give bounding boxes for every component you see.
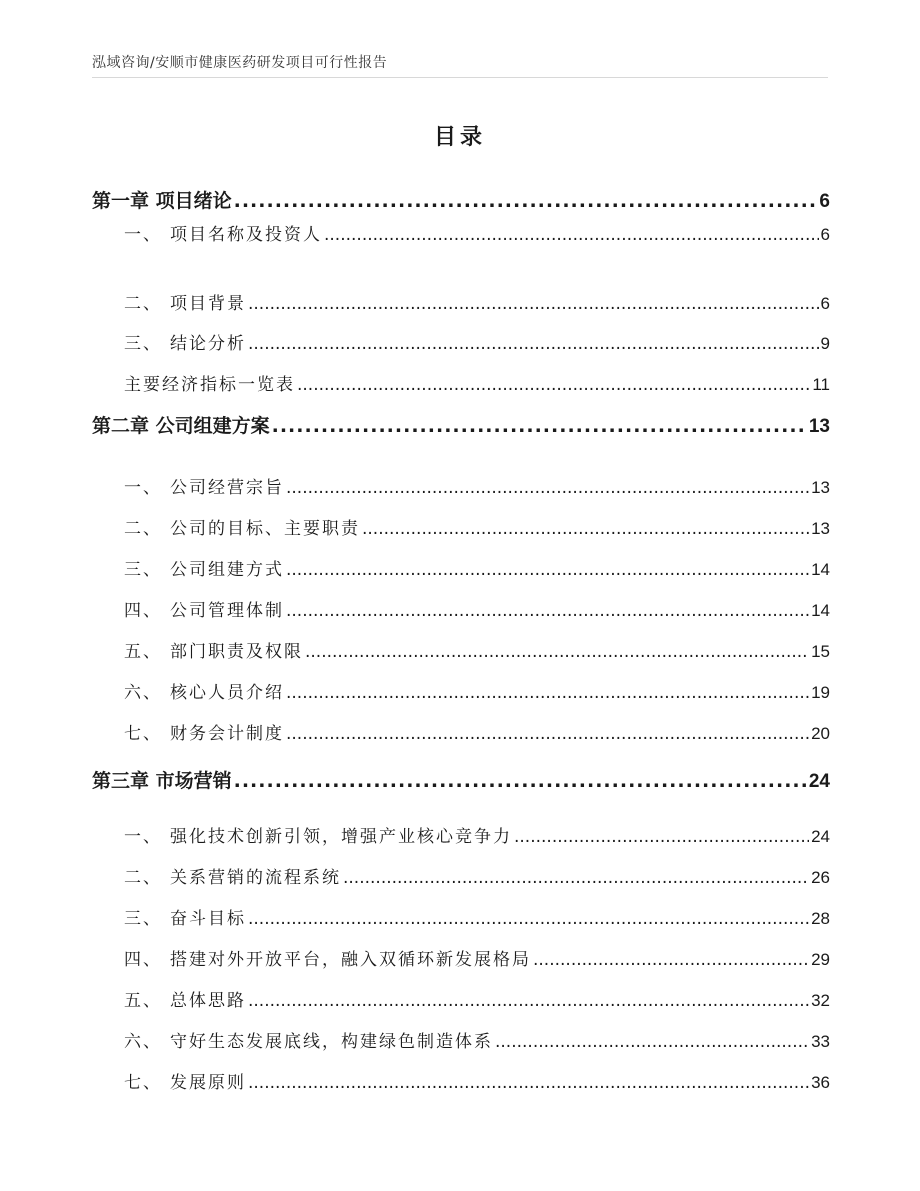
toc-page-number: 14 — [811, 601, 830, 620]
toc-entry-label: 公司经营宗旨 — [170, 478, 284, 498]
toc-section-entry[interactable] — [92, 370, 830, 395]
toc-entry-label: 第一章 项目绪论 — [92, 190, 232, 212]
toc-dot-leader — [248, 294, 819, 314]
toc-dot-leader — [234, 190, 818, 212]
toc-entry-number: 七、 — [124, 724, 162, 744]
toc-dot-leader — [324, 225, 819, 245]
toc-entry-title — [92, 186, 232, 213]
toc-entry-number: 六、 — [124, 1032, 162, 1052]
toc-page-number: 13 — [811, 519, 830, 538]
toc-page-number: 19 — [811, 683, 830, 702]
toc-dot-leader — [248, 1073, 809, 1093]
toc-section-entry[interactable] — [92, 719, 830, 744]
toc-entry-label: 奋斗目标 — [170, 909, 246, 929]
toc-entry-label: 强化技术创新引领，增强产业核心竞争力 — [170, 827, 512, 847]
toc-entry-title — [92, 220, 322, 245]
toc-entry-number: 一、 — [124, 478, 162, 498]
toc-entry-label: 结论分析 — [170, 334, 246, 354]
toc-entry-label: 搭建对外开放平台，融入双循环新发展格局 — [170, 950, 531, 970]
toc-entry-label: 项目名称及投资人 — [170, 225, 322, 245]
toc-entry-title — [92, 514, 360, 539]
toc-entry-number: 四、 — [124, 950, 162, 970]
toc-entry-label: 关系营销的流程系统 — [170, 868, 341, 888]
toc-page-number: 15 — [811, 642, 830, 661]
toc-entry-label: 公司管理体制 — [170, 601, 284, 621]
toc-dot-leader — [286, 683, 809, 703]
toc-page-number: 14 — [811, 560, 830, 579]
running-header: 泓域咨询/安顺市健康医药研发项目可行性报告 — [92, 55, 388, 71]
toc-entry-number: 二、 — [124, 294, 162, 314]
toc-dot-leader — [286, 601, 809, 621]
toc-entry-number: 三、 — [124, 909, 162, 929]
toc-entry-number: 一、 — [124, 225, 162, 245]
toc-section-entry[interactable] — [92, 514, 830, 539]
toc-section-entry[interactable] — [92, 863, 830, 888]
toc-page-number: 24 — [811, 827, 830, 846]
toc-entry-label: 公司的目标、主要职责 — [170, 519, 360, 539]
toc-entry-title — [92, 473, 284, 498]
toc-dot-leader — [305, 642, 809, 662]
toc-page-number: 33 — [811, 1032, 830, 1051]
toc-chapter-entry[interactable] — [92, 411, 830, 438]
toc-entry-label: 核心人员介绍 — [170, 683, 284, 703]
toc-dot-leader — [272, 415, 807, 437]
toc-dot-leader — [533, 950, 809, 970]
toc-page-number: 20 — [811, 724, 830, 743]
toc-entry-number: 三、 — [124, 334, 162, 354]
toc-entry-number: 五、 — [124, 991, 162, 1011]
toc-entry-label: 第二章 公司组建方案 — [92, 415, 270, 437]
toc-entry-number: 六、 — [124, 683, 162, 703]
toc-entry-number: 一、 — [124, 827, 162, 847]
toc-entry-title — [92, 329, 246, 354]
toc-section-entry[interactable] — [92, 1027, 830, 1052]
toc-entry-number: 四、 — [124, 601, 162, 621]
toc-dot-leader — [514, 827, 809, 847]
toc-page-number: 11 — [812, 375, 830, 394]
toc-section-entry[interactable] — [92, 945, 830, 970]
toc-entry-title — [92, 1027, 493, 1052]
toc-page-number: 6 — [820, 294, 830, 313]
toc-entry-number: 七、 — [124, 1073, 162, 1093]
toc-entry-label: 第三章 市场营销 — [92, 770, 232, 792]
toc-dot-leader — [286, 478, 809, 498]
toc-page-number: 13 — [811, 478, 830, 497]
toc-entry-title — [92, 1068, 246, 1093]
toc-section-entry[interactable] — [92, 678, 830, 703]
toc-dot-leader — [286, 724, 809, 744]
page-title: 目录 — [433, 125, 486, 150]
toc-page-number: 6 — [820, 225, 830, 244]
toc-entry-number: 二、 — [124, 868, 162, 888]
toc-section-entry[interactable] — [92, 637, 830, 662]
toc-section-entry[interactable] — [92, 1068, 830, 1093]
toc-page-number: 28 — [811, 909, 830, 928]
toc-entry-number: 五、 — [124, 642, 162, 662]
toc-entry-title — [92, 637, 303, 662]
toc-entry-label: 项目背景 — [170, 294, 246, 314]
toc-page-number: 9 — [820, 334, 830, 353]
toc-page-number: 24 — [808, 771, 830, 792]
toc-section-entry[interactable] — [92, 822, 830, 847]
toc-entry-title — [92, 411, 270, 438]
toc-section-entry[interactable] — [92, 596, 830, 621]
toc-dot-leader — [286, 560, 809, 580]
toc-dot-leader — [248, 334, 819, 354]
toc-section-entry[interactable] — [92, 904, 830, 929]
toc-dot-leader — [495, 1032, 809, 1052]
toc-section-entry[interactable] — [92, 289, 830, 314]
toc-entry-title — [92, 719, 284, 744]
toc-entry-label: 公司组建方式 — [170, 560, 284, 580]
toc-section-entry[interactable] — [92, 473, 830, 498]
toc-entry-label: 主要经济指标一览表 — [124, 375, 295, 395]
toc-section-entry[interactable] — [92, 329, 830, 354]
toc-entry-label: 总体思路 — [170, 991, 246, 1011]
toc-entry-title — [92, 596, 284, 621]
toc-dot-leader — [248, 909, 809, 929]
toc-entry-title — [92, 986, 246, 1011]
toc-page-number: 13 — [808, 416, 830, 437]
toc-entry-number: 二、 — [124, 519, 162, 539]
toc-page-number: 6 — [819, 191, 830, 212]
toc-entry-label: 财务会计制度 — [170, 724, 284, 744]
toc-dot-leader — [343, 868, 809, 888]
toc-entry-title — [92, 863, 341, 888]
toc-page-number: 29 — [811, 950, 830, 969]
toc-entry-title — [92, 555, 284, 580]
toc-section-entry[interactable] — [92, 220, 830, 245]
toc-dot-leader — [248, 991, 809, 1011]
toc-page-number: 32 — [811, 991, 830, 1010]
toc-entry-label: 守好生态发展底线，构建绿色制造体系 — [170, 1032, 493, 1052]
toc-dot-leader — [362, 519, 809, 539]
toc-entry-title — [92, 904, 246, 929]
toc-entry-title — [92, 822, 512, 847]
toc-chapter-entry[interactable] — [92, 766, 830, 793]
toc-entry-title — [92, 289, 246, 314]
toc-entry-number: 三、 — [124, 560, 162, 580]
toc-entry-label: 部门职责及权限 — [170, 642, 303, 662]
toc-entry-title — [92, 945, 531, 970]
toc-page-number: 26 — [811, 868, 830, 887]
toc-entry-label: 发展原则 — [170, 1073, 246, 1093]
toc-entry-title — [92, 678, 284, 703]
toc-section-entry[interactable] — [92, 555, 830, 580]
toc-chapter-entry[interactable] — [92, 186, 830, 213]
toc-dot-leader — [297, 375, 810, 395]
toc-section-entry[interactable] — [92, 986, 830, 1011]
toc-page-number: 36 — [811, 1073, 830, 1092]
toc-dot-leader — [234, 770, 807, 792]
toc-entry-title — [92, 766, 232, 793]
toc-entry-title — [92, 370, 295, 395]
header-divider — [92, 77, 828, 78]
